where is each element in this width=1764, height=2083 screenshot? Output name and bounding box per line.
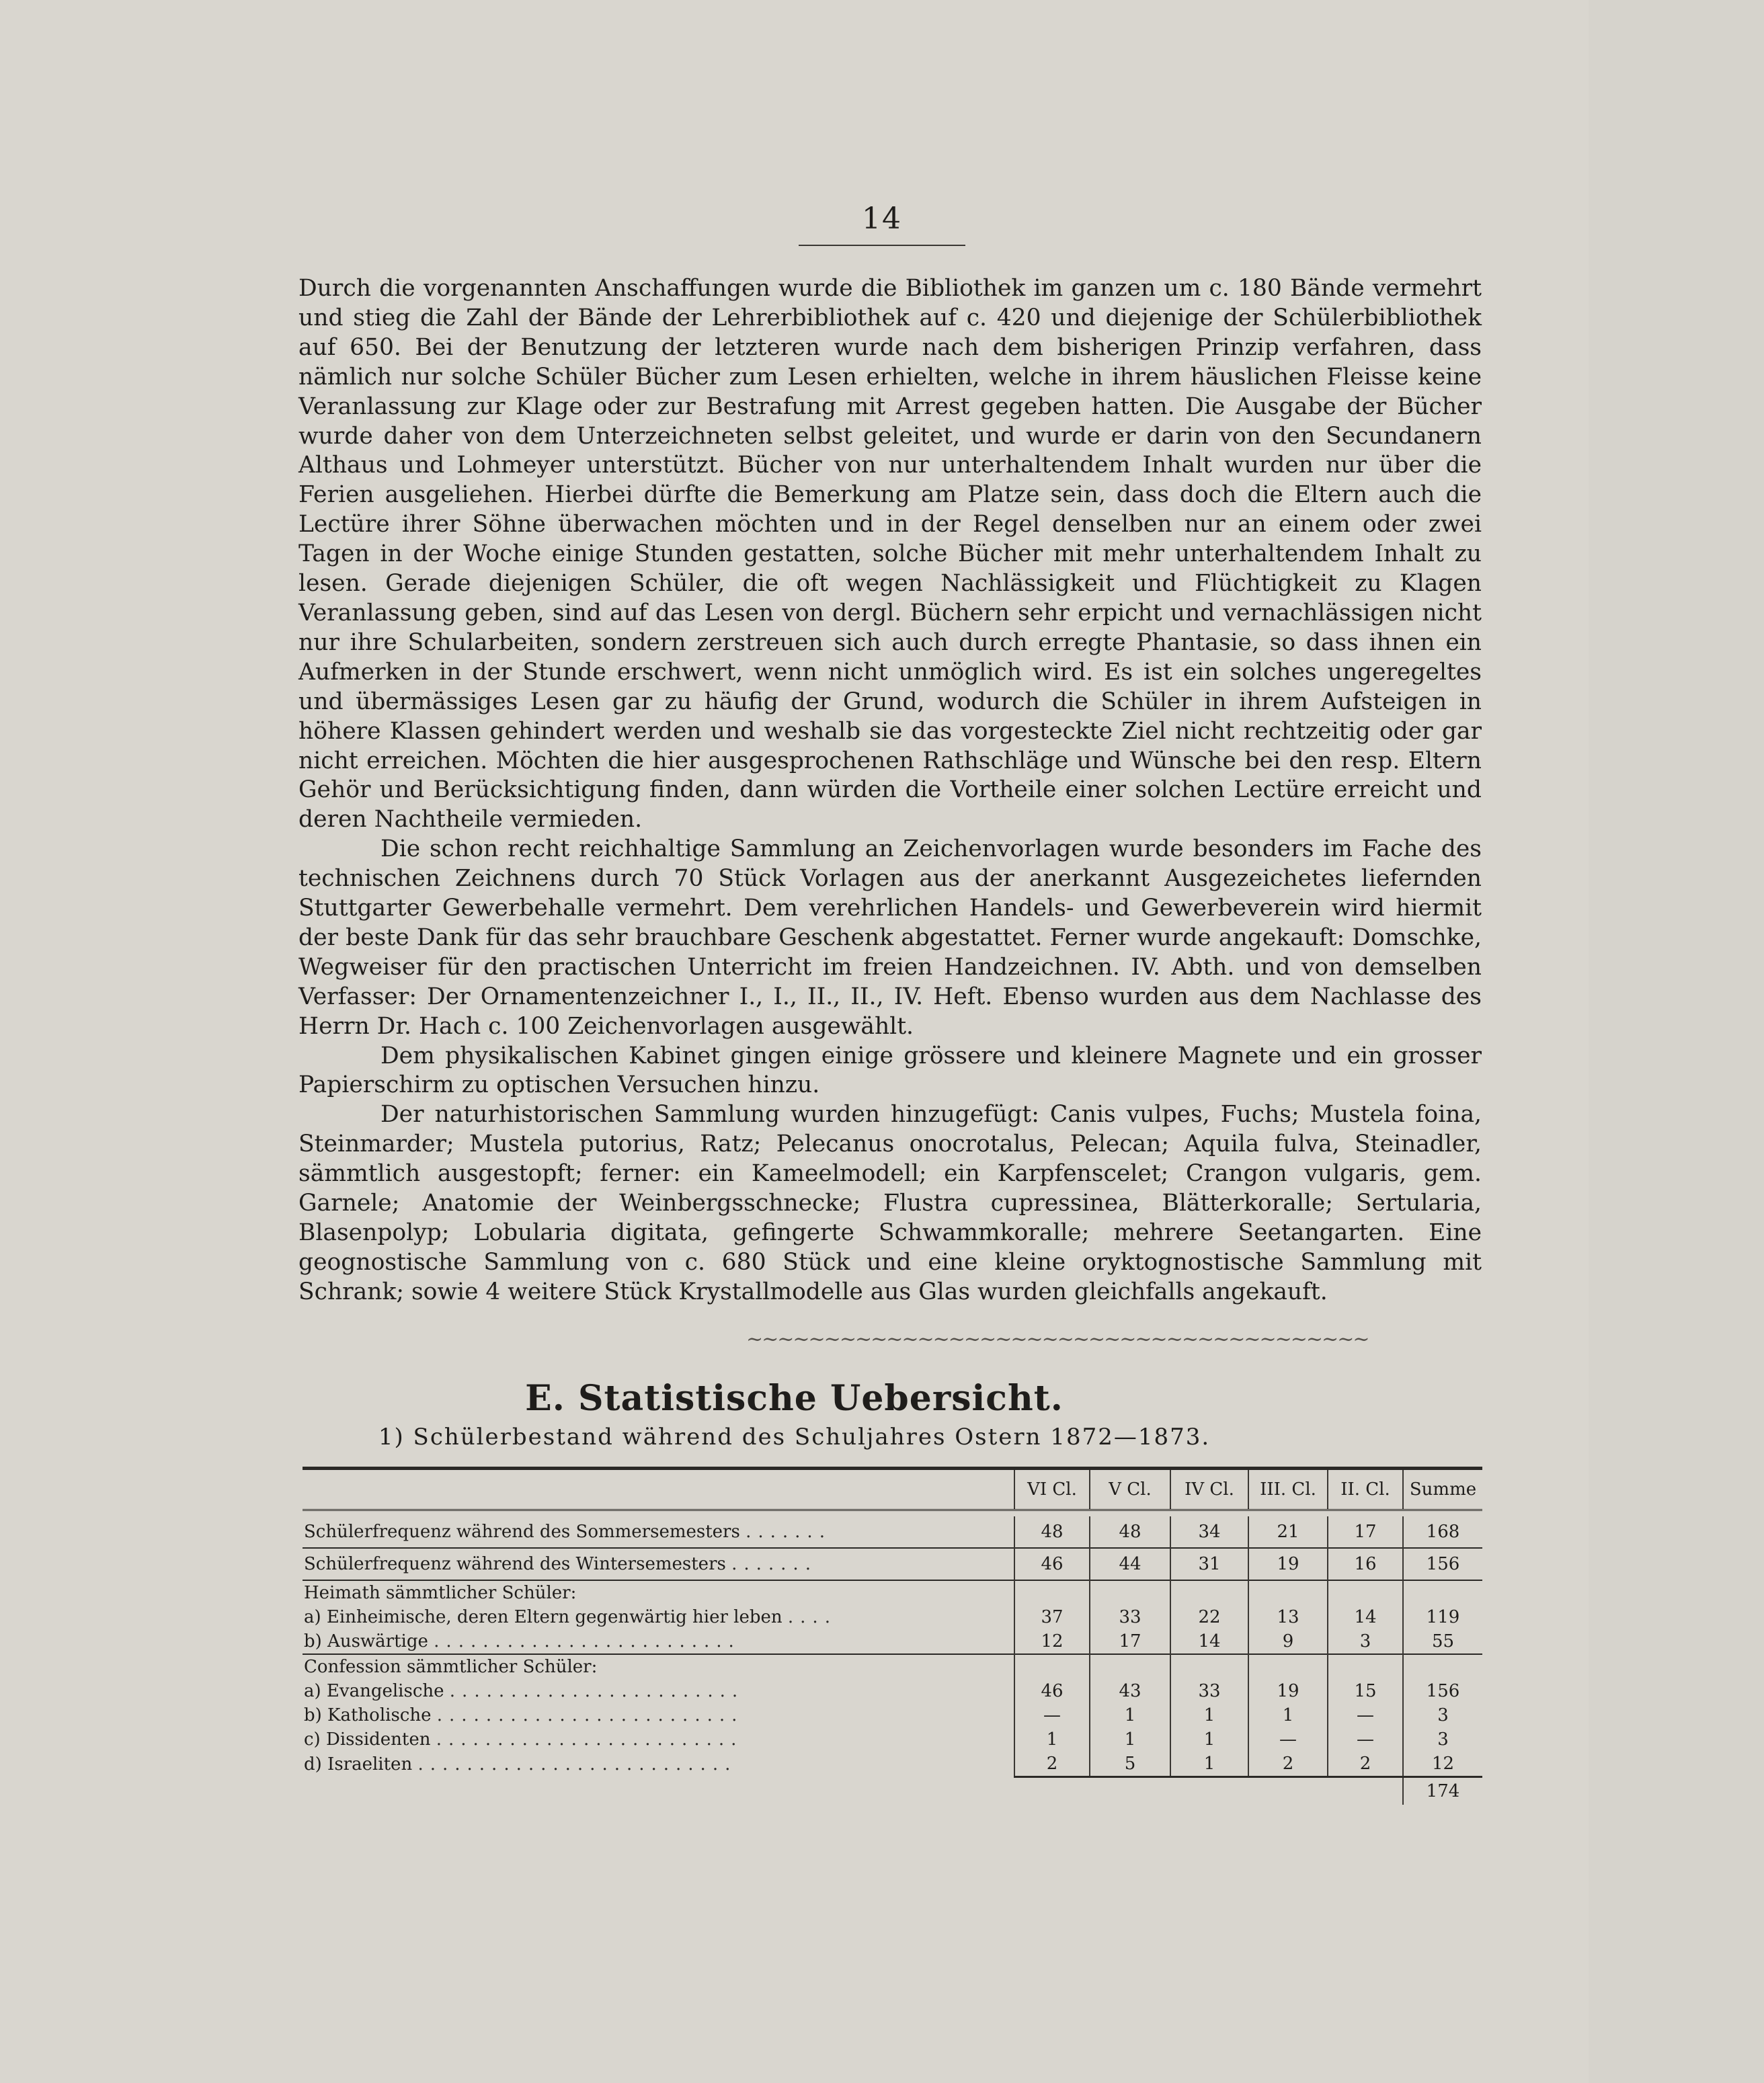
section-title: Statistische Uebersicht. xyxy=(577,1378,1064,1419)
cell-value: 168 xyxy=(1403,1516,1482,1548)
cell-value: 17 xyxy=(1328,1516,1403,1548)
cell-value: 119 xyxy=(1403,1605,1482,1629)
cell-value: 2 xyxy=(1014,1752,1090,1777)
cell-value: 16 xyxy=(1328,1548,1403,1580)
cell-value: — xyxy=(1248,1727,1328,1752)
body-text xyxy=(298,274,1482,1307)
column-header: Summe xyxy=(1403,1470,1482,1510)
cell-value: 3 xyxy=(1328,1629,1403,1654)
cell-value: 3 xyxy=(1403,1727,1482,1752)
row-label: c) Dissidenten ......................... xyxy=(304,1729,744,1750)
cell-value: 1 xyxy=(1090,1703,1170,1727)
cell-value: 37 xyxy=(1014,1605,1090,1629)
group-heading: Confession sämmtlicher Schüler: xyxy=(303,1654,1014,1679)
cell-value: 33 xyxy=(1090,1605,1170,1629)
cell-value: 2 xyxy=(1248,1752,1328,1777)
row-label: a) Evangelische ........................ xyxy=(304,1681,745,1701)
cell-value: 14 xyxy=(1170,1629,1248,1654)
paragraph-library: Durch die vorgenannten Anschaffungen wurde die Bibliothek im ganzen um c. 180 Bände vermehrt und stieg die Zahl der Bände der Lehrerbibliothek auf c. 420 und diejenige der Schülerbibliothek auf 650. Bei der Benutzung der letzteren wurde nach dem bisherigen Prinzip verfahren, dass nämlich nur solche Schüler Bücher zum Lesen erhielten, welche in ihrem häuslichen Fleisse keine Veranlassung zur Klage oder zur Bestrafung mit Arrest gegeben hatten. Die Ausgabe der Bücher wurde daher von dem Unterzeichneten selbst geleitet, und wurde er darin von den Secundanern Althaus und Lohmeyer unterstützt. Bücher von nur unterhaltendem Inhalt wurden nur über die Ferien ausgeliehen. Hierbei dürfte die Bemerkung am Platze sein, dass doch die Eltern auch die Lectüre ihrer Söhne überwachen möchten und in der Regel denselben nur an einem oder zwei Tagen in der Woche einige Stunden gestatten, solche Bücher mit mehr unterhaltendem Inhalt zu lesen. Gerade diejenigen Schüler, die oft wegen Nachlässigkeit und Flüchtigkeit zu Klagen Veranlassung geben, sind auf das Lesen von dergl. Büchern sehr erpicht und vernachlässigen nicht nur ihre Schularbeiten, sondern zerstreuen sich auch durch erregte Phantasie, so dass ihnen ein Aufmerken in der Stunde erschwert, wenn nicht unmöglich wird. Es ist ein solches ungeregeltes und übermässiges Lesen gar zu häufig der Grund, wodurch die Schüler in ihrem Aufsteigen in höhere Klassen gehindert werden und weshalb sie das vorgesteckte Ziel nicht rechtzeitig oder gar nicht erreichen. Möchten die hier ausgesprochenen Rathschläge und Wünsche bei den resp. Eltern Gehör und Berücksichtigung finden, dann würden die Vortheile einer solchen Lectüre erreicht und deren Nachtheile vermieden. xyxy=(298,275,1482,833)
cell-value: 156 xyxy=(1403,1548,1482,1580)
row-label: a) Einheimische, deren Eltern gegenwärtig hier leben .... xyxy=(304,1607,837,1627)
cell-value: 12 xyxy=(1014,1629,1090,1654)
section-letter: E. xyxy=(525,1378,565,1419)
cell-value: 1 xyxy=(1090,1727,1170,1752)
row-label: d) Israeliten .......................... xyxy=(304,1754,737,1774)
table-row xyxy=(303,1752,1482,1777)
row-label: b) Katholische ......................... xyxy=(304,1705,744,1725)
table-separator xyxy=(303,1510,1482,1517)
page-number: 14 xyxy=(862,202,902,236)
column-header: VI Cl. xyxy=(1014,1470,1090,1510)
table-row xyxy=(303,1629,1482,1654)
cell-value: 43 xyxy=(1090,1679,1170,1703)
group-heading-row xyxy=(303,1654,1482,1679)
cell-value: 19 xyxy=(1248,1548,1328,1580)
cell-value: — xyxy=(1328,1727,1403,1752)
table-row xyxy=(303,1605,1482,1629)
section-heading xyxy=(0,1378,1589,1419)
paragraph-natural-history: Der naturhistorischen Sammlung wurden hinzugefügt: Canis vulpes, Fuchs; Mustela foina, Steinmarder; Mustela putorius, Ratz; Pelecanus onocrotalus, Pelecan; Aquila fulva, Steinadler, sämmtlich ausgestopft; ferner: ein Kameelmodell; ein Karpfenscelet; Crangon vulgaris, gem. Garnele; Anatomie der Weinbergsschnecke; Flustra cupressinea, Blätterkoralle; Sertularia, Blasenpolyp; Lobularia digitata, gefingerte Schwammkoralle; mehrere Seetangarten. Eine geognostische Sammlung von c. 680 Stück und eine kleine oryktognostische Sammlung mit Schrank; sowie 4 weitere Stück Krystallmodelle aus Glas wurden gleichfalls angekauft. xyxy=(298,1101,1482,1305)
cell-value: 31 xyxy=(1170,1548,1248,1580)
cell-value: 9 xyxy=(1248,1629,1328,1654)
column-header: II. Cl. xyxy=(1328,1470,1403,1510)
row-label: Schülerfrequenz während des Wintersemesters ....... xyxy=(303,1548,1014,1580)
cell-value: 15 xyxy=(1328,1679,1403,1703)
group-heading-row xyxy=(303,1580,1482,1605)
cell-value: 19 xyxy=(1248,1679,1328,1703)
cell-value: 1 xyxy=(1170,1727,1248,1752)
table-row xyxy=(303,1703,1482,1727)
column-header: V Cl. xyxy=(1090,1470,1170,1510)
paragraph-drawing-collection: Die schon recht reichhaltige Sammlung an Zeichenvorlagen wurde besonders im Fache des technischen Zeichnens durch 70 Stück Vorlagen aus der anerkannt Ausgezeichetes liefernden Stuttgarter Gewerbehalle vermehrt. Dem verehrlichen Handels- und Gewerbeverein wird hiermit der beste Dank für das sehr brauchbare Geschenk abgestattet. Ferner wurde angekauft: Domschke, Wegweiser für den practischen Unterricht im freien Handzeichnen. IV. Abth. und von demselben Verfasser: Der Ornamentenzeichner I., I., II., II., IV. Heft. Ebenso wurden aus dem Nachlasse des Herrn Dr. Hach c. 100 Zeichenvorlagen ausgewählt. xyxy=(298,835,1482,1040)
table-row xyxy=(303,1516,1482,1548)
column-header: IV Cl. xyxy=(1170,1470,1248,1510)
cell-value: 1 xyxy=(1014,1727,1090,1752)
cell-value: 55 xyxy=(1403,1629,1482,1654)
cell-value: 33 xyxy=(1170,1679,1248,1703)
cell-value: 1 xyxy=(1170,1703,1248,1727)
table-row xyxy=(303,1548,1482,1580)
cell-value: 14 xyxy=(1328,1605,1403,1629)
cell-value: 5 xyxy=(1090,1752,1170,1777)
statistics-table-wrap xyxy=(303,1467,1482,1805)
cell-value: 156 xyxy=(1403,1679,1482,1703)
cell-value: 44 xyxy=(1090,1548,1170,1580)
total-row xyxy=(303,1777,1482,1805)
cell-value: — xyxy=(1328,1703,1403,1727)
header-label-cell xyxy=(303,1470,1014,1510)
cell-value: 17 xyxy=(1090,1629,1170,1654)
cell-value: 2 xyxy=(1328,1752,1403,1777)
cell-value: 1 xyxy=(1170,1752,1248,1777)
group-heading: Heimath sämmtlicher Schüler: xyxy=(303,1580,1014,1605)
cell-value: 46 xyxy=(1014,1548,1090,1580)
cell-value: 3 xyxy=(1403,1703,1482,1727)
cell-value: 48 xyxy=(1090,1516,1170,1548)
cell-value: 13 xyxy=(1248,1605,1328,1629)
cell-value: 12 xyxy=(1403,1752,1482,1777)
cell-value: — xyxy=(1014,1703,1090,1727)
statistics-table xyxy=(303,1470,1482,1805)
table-row xyxy=(303,1679,1482,1703)
cell-value: 22 xyxy=(1170,1605,1248,1629)
row-label: b) Auswärtige ......................... xyxy=(304,1631,741,1651)
table-header-row xyxy=(303,1470,1482,1510)
cell-value: 48 xyxy=(1014,1516,1090,1548)
cell-value: 34 xyxy=(1170,1516,1248,1548)
cell-value: 21 xyxy=(1248,1516,1328,1548)
table-row xyxy=(303,1727,1482,1752)
paragraph-physics-cabinet: Dem physikalischen Kabinet gingen einige grössere und kleinere Magnete und ein grosser Papierschirm zu optischen Versuchen hinzu. xyxy=(298,1042,1482,1099)
page-number-rule xyxy=(799,245,965,246)
cell-value: 46 xyxy=(1014,1679,1090,1703)
row-label: Schülerfrequenz während des Sommersemesters ....... xyxy=(304,1522,832,1542)
total-value: 174 xyxy=(1403,1777,1482,1805)
cell-value: 1 xyxy=(1248,1703,1328,1727)
column-header: III. Cl. xyxy=(1248,1470,1328,1510)
table-title: 1) Schülerbestand während des Schuljahres Ostern 1872—1873. xyxy=(378,1424,1211,1451)
ornament-divider: ~~~~~~~~~~~~~~~~~~~~~~~~~~~~~~~~~~~~~~~~ xyxy=(746,1328,1369,1351)
